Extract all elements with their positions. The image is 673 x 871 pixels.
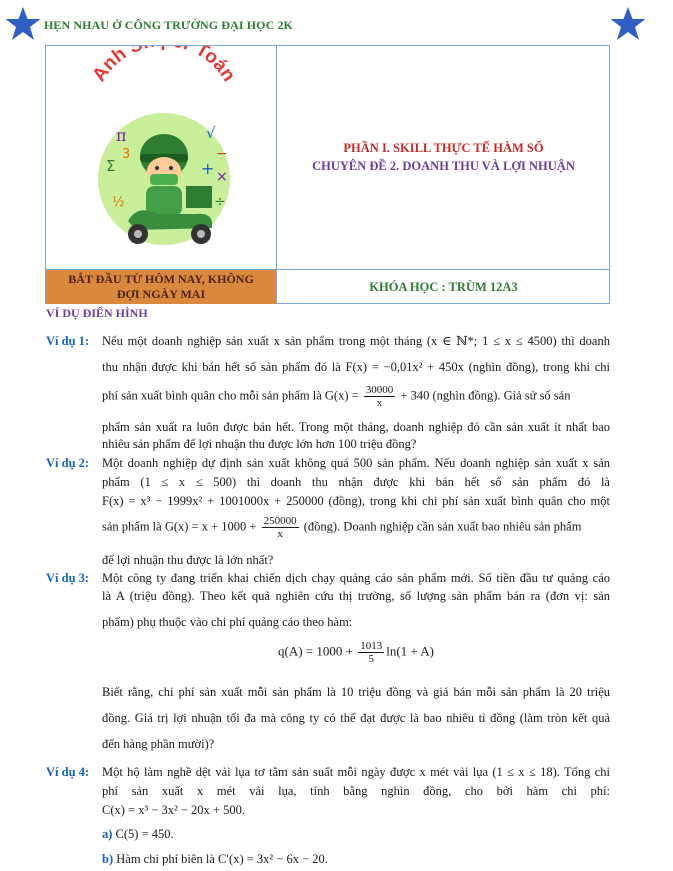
page-header: [0, 0, 673, 46]
svg-text:×: ×: [216, 169, 228, 185]
example-text: F(x) = x³ − 1999x² + 1001000x + 250000 (đồng), trong khi chi phí sản xuất bình quân cho một: [102, 494, 610, 508]
topic-title: CHUYÊN ĐỀ 2. DOANH THU VÀ LỢI NHUẬN: [312, 159, 575, 173]
example-label: Ví dụ 2:: [46, 456, 90, 470]
header-title: HẸN NHAU Ở CỔNG TRƯỜNG ĐẠI HỌC 2K: [44, 18, 293, 32]
star-icon: [609, 6, 647, 42]
fraction: $\frac{30000}{x}$: [365, 384, 394, 409]
example-text: phẩm sản xuất ra luôn được bán hết. Trong một tháng, doanh nghiệp đó cần sản xuất ít nhất bao: [102, 420, 610, 434]
example-text: phẩm) phụ thuộc vào chi phí quảng cáo theo hàm:: [102, 615, 353, 629]
example-text: Một công ty đang triển khai chiến dịch chạy quảng cáo sản phẩm mới. Số tiền đầu tư quảng cáo: [102, 571, 610, 585]
svg-text:√: √: [206, 124, 216, 142]
example-text: C(x) = x³ − 3x² − 20x + 500.: [102, 803, 245, 817]
shipper-logo-icon: [46, 46, 276, 269]
example-text: Biết rằng, chi phí sản xuất mỗi sản phẩm là 10 triệu đồng và giá bán mỗi sản phẩm là 20 triệu: [102, 685, 610, 699]
example-label: Ví dụ 4:: [46, 765, 90, 779]
svg-text:½: ½: [112, 195, 125, 210]
example-text: để lợi nhuận thu được là lớn nhất?: [102, 553, 274, 567]
svg-text:Σ: Σ: [106, 157, 116, 175]
slogan-banner: [46, 270, 276, 304]
example-label: Ví dụ 3:: [46, 571, 90, 585]
slogan-line: ĐỢI NGÀY MAI: [116, 287, 206, 301]
example-text: thu nhận được khi bán hết số sản phẩm đó là F(x) = −0,01x² + 450x (nghìn đồng), trong khi chi: [102, 360, 610, 374]
fraction: $\frac{250000}{x}$: [263, 515, 297, 540]
svg-text:Anh Shiper Toán: Anh Toán: [88, 46, 240, 86]
svg-text:÷: ÷: [214, 194, 226, 210]
example-text: Một doanh nghiệp dự định sản xuất không quá 500 sản phẩm. Nếu doanh nghiệp sản xuất x sản: [102, 456, 610, 470]
example-text: đến hàng phần mười)?: [102, 737, 215, 751]
part-title: PHẦN I. SKILL THỰC TẾ HÀM SỐ: [343, 141, 544, 155]
card-titles: [277, 46, 610, 269]
course-name: KHÓA HỌC : TRÙM 12A3: [369, 279, 518, 294]
example-text: phí sản xuất bình quân cho mỗi sản phẩm là G(x) = $\frac{30000}{x}$ + 340 (nghìn đồng). Giả sử số sản: [102, 384, 571, 409]
example-text: phẩm (1 ≤ x ≤ 500) thì doanh thu nhận được khi bán hết số sản phẩm đó là: [102, 475, 610, 489]
slogan-line: BẮT ĐẦU TỪ HÔM NAY, KHÔNG: [68, 272, 254, 286]
example-text: Nếu một doanh nghiệp sản xuất x sản phẩm trong một tháng (x ∈ ℕ*; 1 ≤ x ≤ 4500) thì doanh: [102, 334, 610, 348]
example-text: nhiêu sản phẩm để lợi nhuận thu được lớn hơn 100 triệu đồng?: [102, 437, 417, 451]
example-label: Ví dụ 1:: [46, 334, 90, 348]
fraction: $\frac{1013}{5}$: [360, 640, 383, 665]
example-text: là A (triệu đồng). Theo kết quả nghiên cứu thị trường, số lượng sản phẩm bán ra (đơn vị: sản: [102, 589, 610, 603]
header-card: [45, 45, 610, 304]
svg-text:+: +: [201, 159, 215, 178]
star-icon: [4, 6, 42, 42]
svg-text:3: 3: [122, 147, 131, 162]
example-text: đồng. Giá trị lợi nhuận tối đa mà công ty có thể đạt được là bao nhiêu tỉ đồng (làm tròn kết quả: [102, 711, 610, 725]
example-text: Một hộ làm nghề dệt vải lụa tơ tằm sản suất mỗi ngày được x mét vải lụa (1 ≤ x ≤ 18). Tổng chi: [102, 765, 610, 779]
example-text: sản phẩm là G(x) = x + 1000 + $\frac{250000}{x}$ (đồng). Doanh nghiệp cần sản xuất bao nhiêu sản phẩm: [102, 515, 582, 540]
example-text: phí sản xuất x mét vải lụa, tính bằng nghìn đồng, cho bởi hàm chi phí:: [102, 784, 610, 798]
formula: q(A) = 1000 + $\frac{1013}{5}$ ln(1 + A): [278, 640, 434, 665]
section-title: VÍ DỤ ĐIỂN HÌNH: [46, 306, 148, 320]
svg-text:π: π: [116, 126, 127, 145]
svg-text:−: −: [216, 146, 228, 162]
logo: [46, 46, 276, 269]
answer-a: a) C(5) = 450.: [102, 827, 174, 841]
answer-b: b) Hàm chi phí biên là C′(x) = 3x² − 6x − 20.: [102, 852, 328, 866]
